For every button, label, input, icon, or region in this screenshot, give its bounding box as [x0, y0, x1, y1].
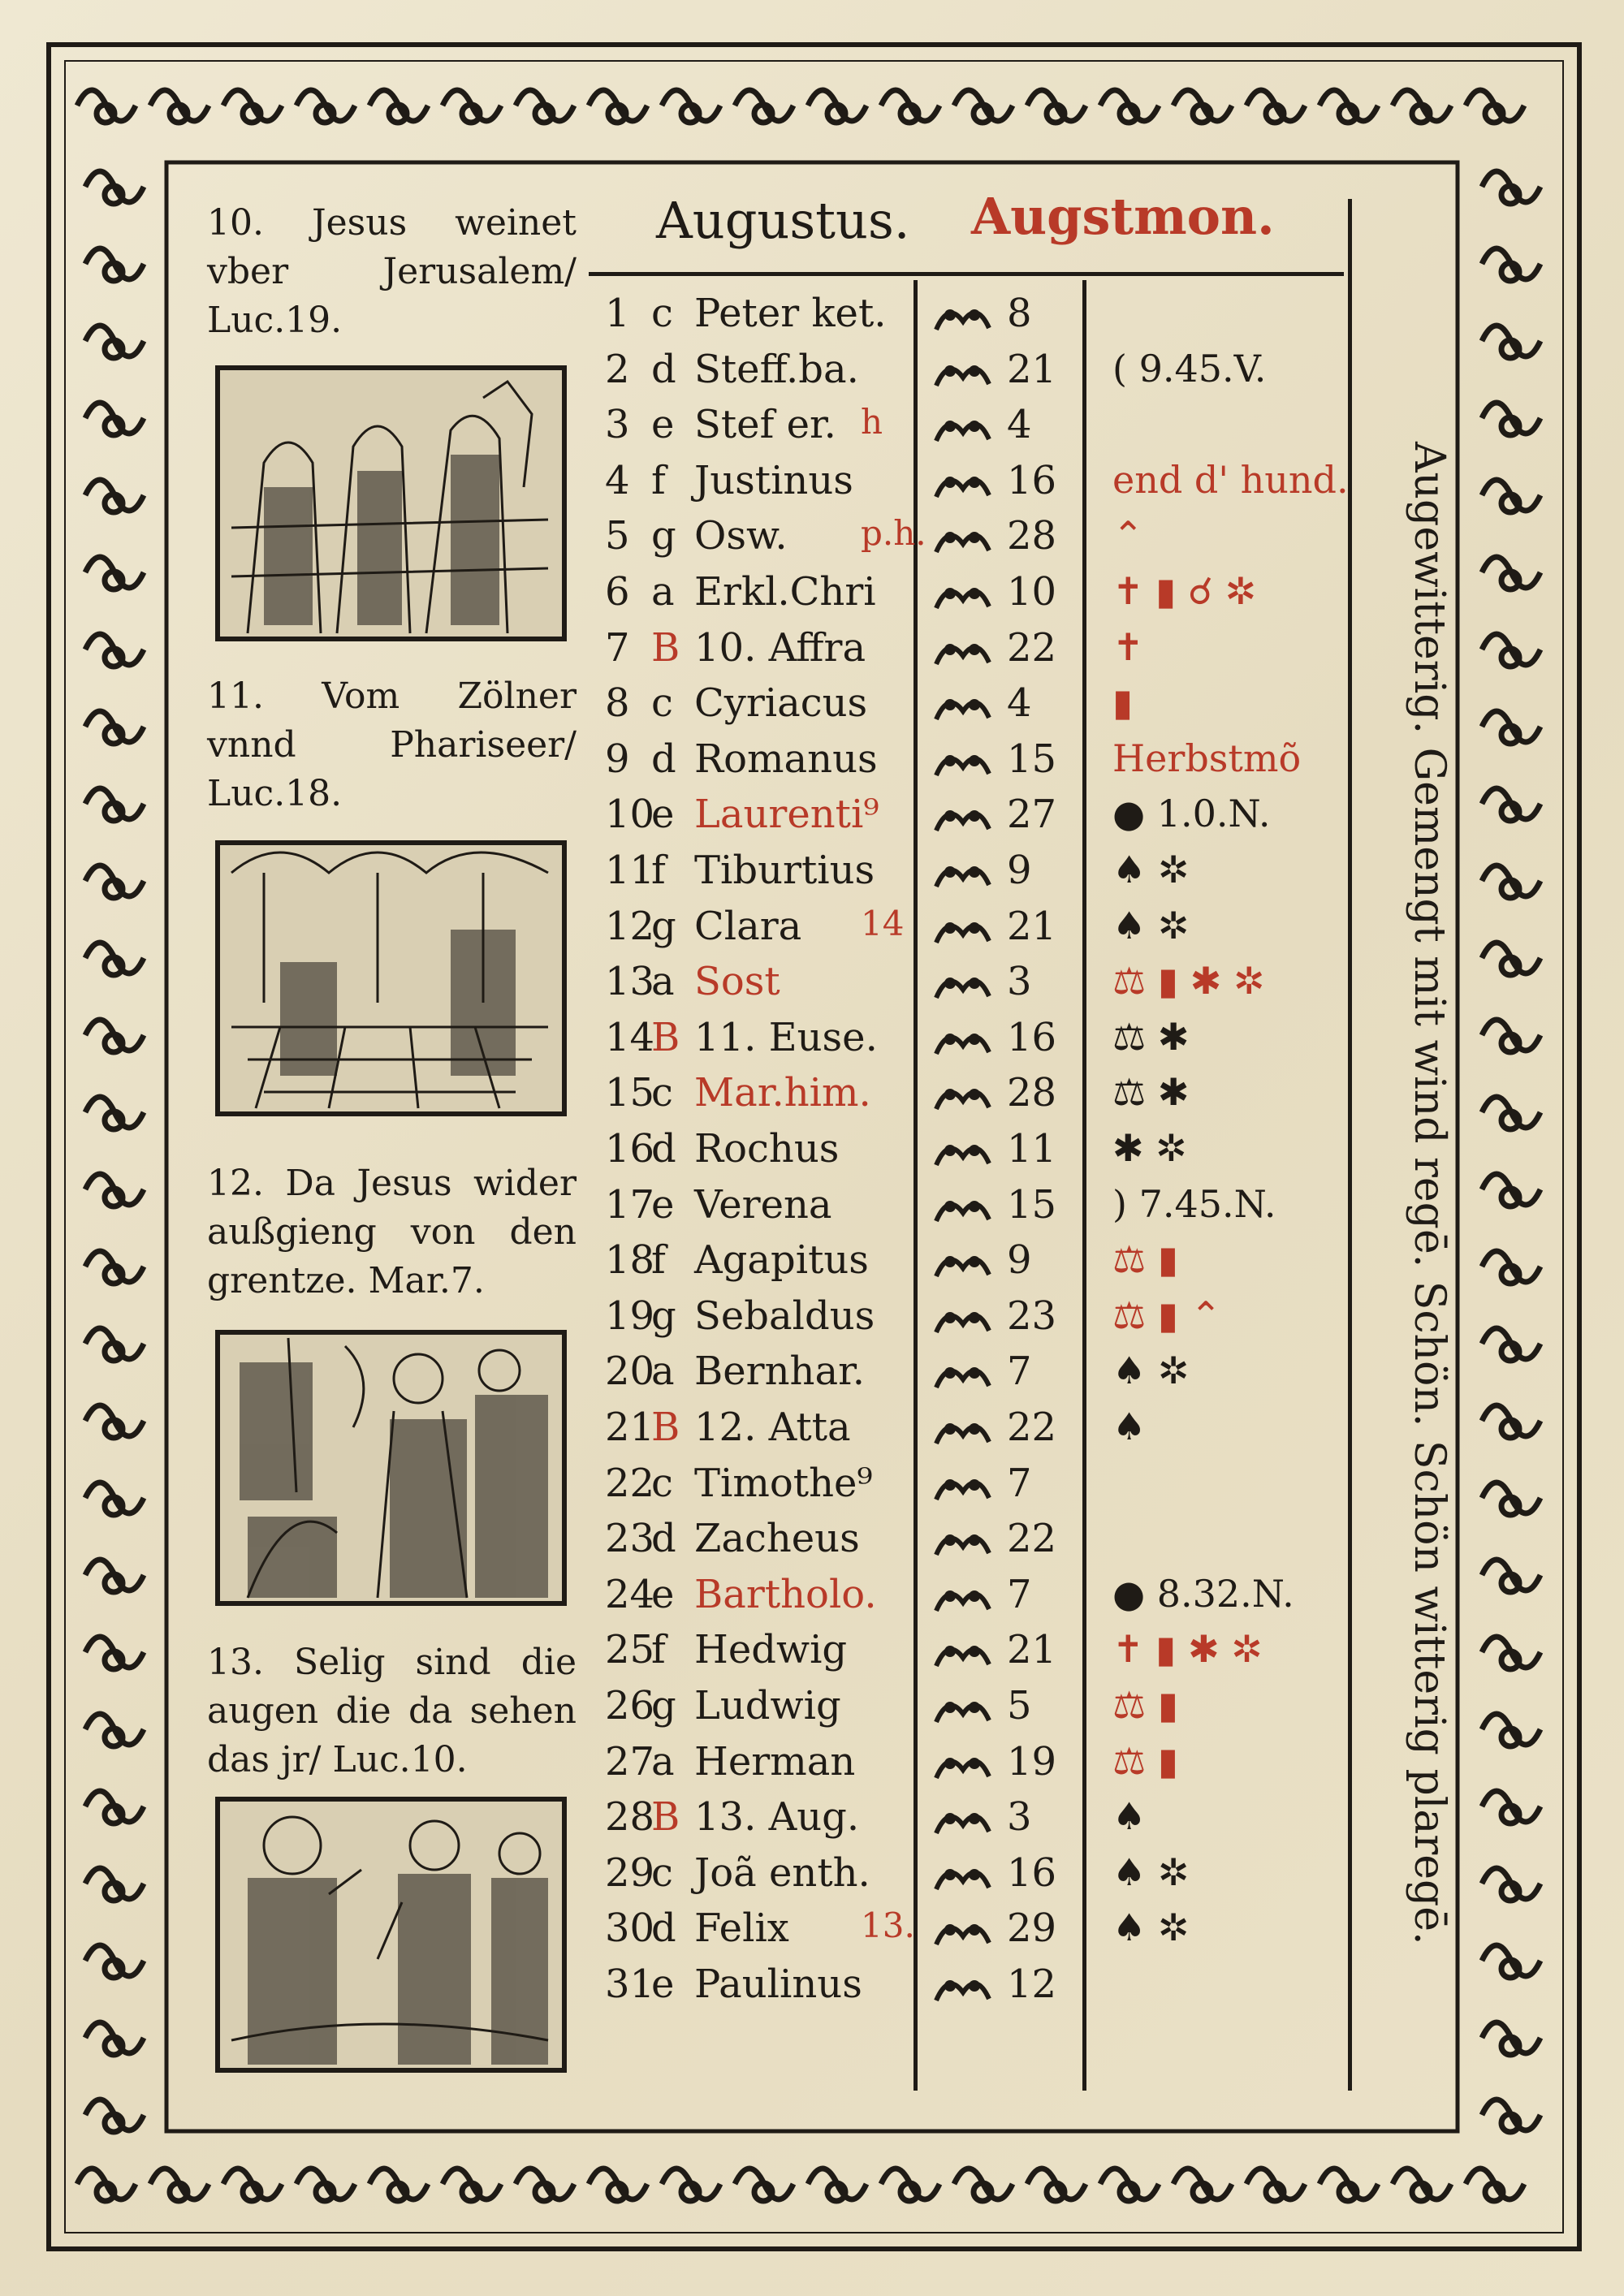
- dominical-letter: e: [651, 1181, 675, 1228]
- zodiac-degree: 21: [1007, 903, 1057, 949]
- aspect-notes: ✝ ▮ ✱ ✲: [1112, 1627, 1263, 1672]
- gospel-reading-12: 12. Da Jesus wider außgieng von den grentze. Mar.7.: [207, 1163, 577, 1301]
- zodiac-sign-icon: [932, 1801, 993, 1841]
- dominical-letter: d: [651, 1905, 676, 1952]
- saint-name: 11. Euse.: [694, 1014, 878, 1060]
- german-month-heading: Augstmon.: [971, 187, 1275, 246]
- zodiac-degree: 16: [1007, 1849, 1057, 1896]
- day-number: 27: [605, 1738, 655, 1785]
- dominical-letter: c: [651, 680, 673, 727]
- day-number: 30: [605, 1905, 655, 1952]
- zodiac-degree: 3: [1007, 1794, 1032, 1841]
- woodcut-pharisee-and-publican: [215, 840, 567, 1116]
- day-number: 23: [605, 1516, 655, 1562]
- day-number: 3: [605, 402, 630, 448]
- aspect-notes: ⚖ ▮: [1112, 1237, 1179, 1282]
- zodiac-degree: 4: [1007, 402, 1032, 448]
- zodiac-degree: 12: [1007, 1962, 1057, 2007]
- saint-name: Tiburtius: [694, 848, 875, 893]
- zodiac-degree: 21: [1007, 1627, 1057, 1673]
- aspect-notes: ( 9.45.V.: [1112, 346, 1267, 391]
- dominical-letter: f: [651, 1627, 666, 1673]
- zodiac-sign-icon: [932, 520, 993, 560]
- saint-name: Peter ket.: [694, 291, 887, 336]
- zodiac-sign-icon: [932, 1578, 993, 1619]
- day-number: 1: [605, 291, 630, 336]
- aspect-notes: ⌃: [1112, 513, 1144, 558]
- aspect-notes: ✝: [1112, 624, 1144, 669]
- dominical-letter: d: [651, 346, 676, 392]
- zodiac-degree: 16: [1007, 1014, 1057, 1060]
- zodiac-degree: 23: [1007, 1293, 1057, 1339]
- zodiac-sign-icon: [932, 1021, 993, 1062]
- aspect-notes: ♠ ✲: [1112, 1349, 1190, 1393]
- saint-name: Erkl.Chri: [694, 569, 876, 615]
- dominical-letter: g: [651, 1683, 676, 1728]
- zodiac-sign-icon: [932, 798, 993, 839]
- zodiac-degree: 9: [1007, 848, 1032, 893]
- saint-name: Laurenti⁹: [694, 792, 879, 838]
- zodiac-degree: 22: [1007, 624, 1057, 671]
- saint-name: Zacheus: [694, 1516, 860, 1562]
- zodiac-degree: 11: [1007, 1126, 1057, 1172]
- dominical-letter: g: [651, 1293, 676, 1339]
- zodiac-sign-icon: [932, 1467, 993, 1508]
- aspect-notes: ⚖ ✱: [1112, 1070, 1190, 1115]
- zodiac-sign-icon: [932, 1244, 993, 1284]
- zodiac-degree: 29: [1007, 1905, 1057, 1952]
- dominical-letter: f: [651, 848, 666, 893]
- weather-column-rule: [1348, 199, 1352, 2091]
- day-number: 4: [605, 457, 630, 503]
- zodiac-degree: 28: [1007, 1070, 1057, 1116]
- woodcut-jesus-weeping-over-jerusalem: [215, 365, 567, 641]
- dominical-letter: a: [651, 959, 675, 1005]
- saint-name: Sebaldus: [694, 1293, 875, 1339]
- zodiac-sign-icon: [932, 743, 993, 783]
- day-number: 22: [605, 1460, 655, 1506]
- saint-name: Verena: [694, 1181, 832, 1228]
- day-number: 6: [605, 569, 630, 615]
- day-number: 13: [605, 959, 655, 1005]
- zodiac-sign-icon: [932, 687, 993, 727]
- dominical-letter: B: [651, 624, 680, 671]
- dominical-letter: f: [651, 457, 666, 503]
- zodiac-degree: 15: [1007, 736, 1057, 782]
- dominical-letter: a: [651, 569, 675, 615]
- saint-name: Clara: [694, 903, 802, 949]
- aspect-notes: ♠ ✲: [1112, 1905, 1190, 1950]
- day-number: 21: [605, 1405, 655, 1450]
- zodiac-degree: 7: [1007, 1571, 1032, 1617]
- dominical-letter: c: [651, 1070, 673, 1116]
- zodiac-sign-icon: [932, 1077, 993, 1117]
- zodiac-sign-icon: [932, 910, 993, 951]
- dominical-letter: B: [651, 1794, 680, 1841]
- zodiac-degree: 10: [1007, 569, 1057, 615]
- zodiac-degree: 5: [1007, 1683, 1032, 1728]
- aspect-notes: ) 7.45.N.: [1112, 1181, 1276, 1226]
- dominical-letter: a: [651, 1738, 675, 1785]
- saint-name: Justinus: [694, 457, 853, 503]
- day-number: 18: [605, 1237, 655, 1284]
- aspect-notes: ⚖ ▮ ✱ ✲: [1112, 959, 1265, 1003]
- zodiac-degree: 3: [1007, 959, 1032, 1005]
- day-number: 25: [605, 1627, 655, 1673]
- dominical-letter: g: [651, 513, 676, 559]
- saint-name: Ludwig: [694, 1683, 841, 1728]
- day-number: 20: [605, 1349, 655, 1395]
- zodiac-column-rule-right: [1082, 280, 1086, 2091]
- saint-name: Bartholo.: [694, 1571, 877, 1617]
- zodiac-degree: 8: [1007, 291, 1032, 336]
- saint-name: Timothe⁹: [694, 1460, 873, 1506]
- latin-month-heading: Augustus.: [656, 191, 910, 250]
- zodiac-sign-icon: [932, 1857, 993, 1897]
- zodiac-sign-icon: [932, 1912, 993, 1953]
- header-rule: [589, 272, 1344, 276]
- aspect-notes: ♠: [1112, 1794, 1147, 1839]
- zodiac-sign-icon: [932, 576, 993, 616]
- saint-note: 13.: [861, 1905, 915, 1946]
- day-number: 5: [605, 513, 630, 559]
- zodiac-degree: 21: [1007, 346, 1057, 392]
- day-number: 9: [605, 736, 630, 782]
- saint-name: Bernhar.: [694, 1349, 865, 1395]
- aspect-notes: ✝ ▮ ☌ ✲: [1112, 569, 1257, 613]
- saint-name: Sost: [694, 959, 780, 1005]
- zodiac-sign-icon: [932, 1968, 993, 2009]
- saint-note: p.h.: [861, 513, 926, 554]
- day-number: 24: [605, 1571, 655, 1617]
- dominical-letter: d: [651, 736, 676, 782]
- dominical-letter: e: [651, 1571, 675, 1617]
- zodiac-degree: 7: [1007, 1349, 1032, 1395]
- saint-name: Stef er.: [694, 402, 836, 448]
- saint-name: Herman: [694, 1738, 856, 1785]
- aspect-notes: Herbstmõ: [1112, 736, 1302, 780]
- zodiac-sign-icon: [932, 464, 993, 505]
- dominical-letter: B: [651, 1405, 680, 1450]
- day-number: 14: [605, 1014, 655, 1060]
- saint-name: Mar.him.: [694, 1070, 871, 1116]
- zodiac-sign-icon: [932, 297, 993, 338]
- zodiac-sign-icon: [932, 1189, 993, 1229]
- zodiac-sign-icon: [932, 965, 993, 1006]
- day-number: 8: [605, 680, 630, 727]
- aspect-notes: ⚖ ✱: [1112, 1014, 1190, 1059]
- day-number: 31: [605, 1962, 655, 2007]
- zodiac-sign-icon: [932, 1746, 993, 1786]
- zodiac-sign-icon: [932, 632, 993, 672]
- dominical-letter: f: [651, 1237, 666, 1284]
- saint-name: Agapitus: [694, 1237, 869, 1284]
- dominical-letter: e: [651, 1962, 675, 2007]
- day-number: 10: [605, 792, 655, 838]
- saint-name: 12. Atta: [694, 1405, 851, 1450]
- saint-name: Osw.: [694, 513, 788, 559]
- saint-name: 13. Aug.: [694, 1794, 860, 1841]
- gospel-reading-13: 13. Selig sind die augen die da sehen das jr/ Luc.10.: [207, 1642, 577, 1780]
- day-number: 16: [605, 1126, 655, 1172]
- day-number: 2: [605, 346, 630, 392]
- saint-name: Romanus: [694, 736, 878, 782]
- zodiac-degree: 22: [1007, 1405, 1057, 1450]
- dominical-letter: e: [651, 402, 675, 448]
- day-number: 17: [605, 1181, 655, 1228]
- zodiac-degree: 7: [1007, 1460, 1032, 1506]
- dominical-letter: g: [651, 903, 676, 949]
- aspect-notes: ♠ ✲: [1112, 848, 1190, 891]
- zodiac-sign-icon: [932, 353, 993, 394]
- zodiac-degree: 19: [1007, 1738, 1057, 1785]
- dominical-letter: c: [651, 1460, 673, 1506]
- saint-note: h: [861, 402, 883, 442]
- aspect-notes: ▮: [1112, 680, 1134, 725]
- woodcut-blessed-are-the-eyes: [215, 1797, 567, 2073]
- aspect-notes: ⚖ ▮: [1112, 1738, 1179, 1783]
- dominical-letter: a: [651, 1349, 675, 1395]
- zodiac-sign-icon: [932, 408, 993, 449]
- day-number: 11: [605, 848, 655, 893]
- gospel-reading-11: 11. Vom Zölner vnnd Phariseer/ Luc.18.: [207, 675, 577, 814]
- aspect-notes: ✱ ✲: [1112, 1126, 1187, 1170]
- zodiac-sign-icon: [932, 1690, 993, 1730]
- zodiac-sign-icon: [932, 1522, 993, 1563]
- saint-note: 14: [861, 903, 905, 943]
- saint-name: 10. Affra: [694, 624, 866, 671]
- day-number: 26: [605, 1683, 655, 1728]
- saint-name: Paulinus: [694, 1962, 862, 2007]
- woodcut-healing-deaf-man: [215, 1330, 567, 1606]
- aspect-notes: end d' hund.: [1112, 457, 1349, 502]
- saint-name: Joã enth.: [694, 1849, 870, 1896]
- zodiac-sign-icon: [932, 1634, 993, 1674]
- day-number: 7: [605, 624, 630, 671]
- saint-name: Steff.ba.: [694, 346, 859, 392]
- aspect-notes: ♠ ✲: [1112, 903, 1190, 947]
- aspect-notes: ● 1.0.N.: [1112, 792, 1271, 836]
- dominical-letter: e: [651, 792, 675, 838]
- dominical-letter: d: [651, 1126, 676, 1172]
- saint-name: Cyriacus: [694, 680, 868, 727]
- zodiac-sign-icon: [932, 1300, 993, 1340]
- saint-name: Rochus: [694, 1126, 840, 1172]
- zodiac-sign-icon: [932, 1133, 993, 1173]
- dominical-letter: c: [651, 291, 673, 336]
- weather-forecast-vertical: Augewitterig. Gemengt mit wind regē. Schön. Schön witterig plaregē.: [1405, 442, 1453, 1945]
- zodiac-degree: 15: [1007, 1181, 1057, 1228]
- zodiac-sign-icon: [932, 1355, 993, 1396]
- aspect-notes: ♠ ✲: [1112, 1849, 1190, 1894]
- aspect-notes: ⚖ ▮: [1112, 1683, 1179, 1727]
- zodiac-degree: 28: [1007, 513, 1057, 559]
- zodiac-degree: 27: [1007, 792, 1057, 838]
- saint-name: Hedwig: [694, 1627, 848, 1673]
- day-number: 12: [605, 903, 655, 949]
- aspect-notes: ♠: [1112, 1405, 1147, 1448]
- day-number: 15: [605, 1070, 655, 1116]
- saint-name: Felix: [694, 1905, 789, 1952]
- day-number: 19: [605, 1293, 655, 1339]
- dominical-letter: B: [651, 1014, 680, 1060]
- zodiac-degree: 4: [1007, 680, 1032, 727]
- zodiac-degree: 22: [1007, 1516, 1057, 1562]
- dominical-letter: d: [651, 1516, 676, 1562]
- gospel-reading-10: 10. Jesus weinet vber Jerusalem/ Luc.19.: [207, 202, 577, 341]
- zodiac-degree: 9: [1007, 1237, 1032, 1284]
- day-number: 28: [605, 1794, 655, 1841]
- dominical-letter: c: [651, 1849, 673, 1896]
- day-number: 29: [605, 1849, 655, 1896]
- aspect-notes: ⚖ ▮ ⌃: [1112, 1293, 1222, 1337]
- zodiac-sign-icon: [932, 854, 993, 895]
- aspect-notes: ● 8.32.N.: [1112, 1571, 1294, 1616]
- zodiac-degree: 16: [1007, 457, 1057, 503]
- zodiac-sign-icon: [932, 1411, 993, 1452]
